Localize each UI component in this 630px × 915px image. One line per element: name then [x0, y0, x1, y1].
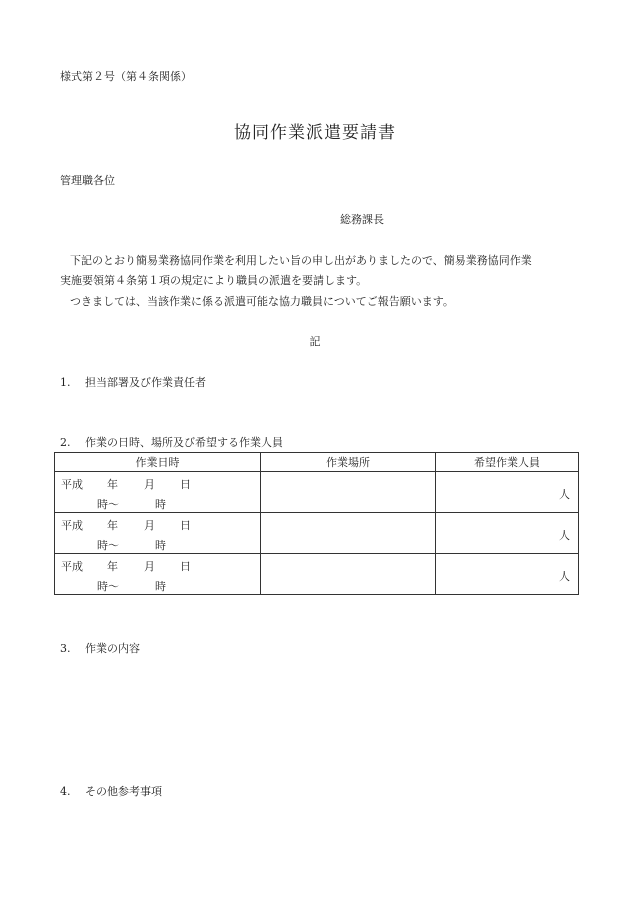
- month-label: 月: [144, 478, 155, 491]
- addressee: 管理職各位: [60, 174, 115, 187]
- era-label: 平成: [61, 478, 83, 491]
- hour-from-label: 時～: [97, 580, 119, 593]
- table-row: [55, 472, 579, 513]
- table-row: [55, 554, 579, 595]
- month-label: 月: [144, 560, 155, 573]
- header-headcount: 希望作業人員: [436, 453, 579, 472]
- body-paragraph-1-line-1: 下記のとおり簡易業務協同作業を利用したい旨の申し出がありましたので、簡易業務協同作業: [70, 254, 532, 267]
- person-unit-label: 人: [559, 570, 570, 583]
- form-number: 様式第２号（第４条関係）: [60, 70, 192, 83]
- year-label: 年: [107, 478, 118, 491]
- table-row: [55, 513, 579, 554]
- hour-to-label: 時: [155, 580, 166, 593]
- datetime-cell[interactable]: [55, 554, 261, 595]
- person-unit-label: 人: [559, 529, 570, 542]
- section-1-label: 担当部署及び作業責任者: [85, 376, 206, 389]
- section-2-number: 2.: [60, 436, 71, 449]
- body-paragraph-2: つきましては、当該作業に係る派遣可能な協力職員についてご報告願います。: [70, 295, 454, 308]
- header-datetime: 作業日時: [55, 453, 261, 472]
- table-header-row: [55, 453, 579, 472]
- ki-heading: 記: [309, 335, 321, 348]
- section-4-number: 4.: [60, 785, 71, 798]
- place-cell[interactable]: [261, 554, 436, 595]
- hour-to-label: 時: [155, 539, 166, 552]
- year-label: 年: [107, 519, 118, 532]
- section-3-heading: [60, 640, 140, 656]
- day-label: 日: [180, 519, 191, 532]
- document-title: 協同作業派遣要請書: [234, 123, 396, 143]
- year-label: 年: [107, 560, 118, 573]
- body-paragraph-1-line-2: 実施要領第４条第１項の規定により職員の派遣を要請します。: [60, 274, 368, 287]
- hour-to-label: 時: [155, 498, 166, 511]
- section-3-label: 作業の内容: [85, 642, 140, 655]
- section-2-label: 作業の日時、場所及び希望する作業人員: [85, 436, 283, 449]
- headcount-cell[interactable]: [436, 554, 579, 595]
- datetime-cell[interactable]: [55, 472, 261, 513]
- sender: 総務課長: [340, 213, 384, 226]
- place-cell[interactable]: [261, 472, 436, 513]
- day-label: 日: [180, 560, 191, 573]
- work-schedule-table: [54, 452, 579, 595]
- day-label: 日: [180, 478, 191, 491]
- person-unit-label: 人: [559, 488, 570, 501]
- section-1-heading: [60, 374, 206, 390]
- section-3-number: 3.: [60, 642, 71, 655]
- section-4-label: その他参考事項: [85, 785, 162, 798]
- section-2-heading: [60, 434, 283, 450]
- month-label: 月: [144, 519, 155, 532]
- section-4-heading: [60, 783, 162, 799]
- hour-from-label: 時～: [97, 539, 119, 552]
- datetime-cell[interactable]: [55, 513, 261, 554]
- section-1-number: 1.: [60, 376, 71, 389]
- header-place: 作業場所: [261, 453, 436, 472]
- hour-from-label: 時～: [97, 498, 119, 511]
- headcount-cell[interactable]: [436, 472, 579, 513]
- headcount-cell[interactable]: [436, 513, 579, 554]
- place-cell[interactable]: [261, 513, 436, 554]
- era-label: 平成: [61, 519, 83, 532]
- era-label: 平成: [61, 560, 83, 573]
